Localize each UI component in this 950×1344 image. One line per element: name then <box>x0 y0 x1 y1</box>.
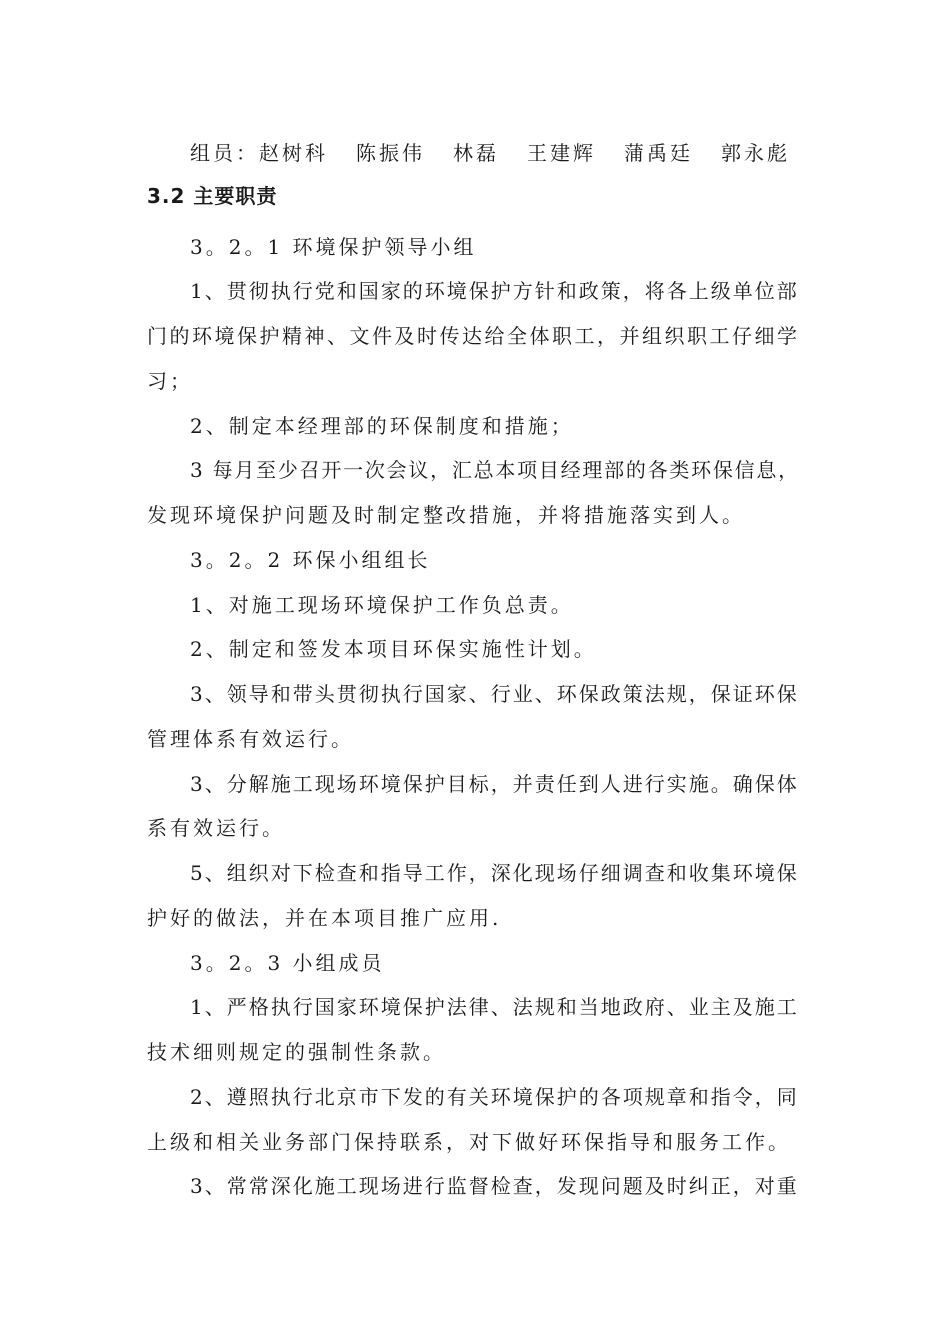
paragraph-line: 3、领导和带头贯彻执行国家、行业、环保政策法规，保证环保 <box>190 682 799 706</box>
paragraph-line: 1、贯彻执行党和国家的环境保护方针和政策，将各上级单位部 <box>190 279 799 303</box>
member-name: 林磊 <box>453 141 499 165</box>
paragraph-line: 3、常常深化施工现场进行监督检查，发现问题及时纠正，对重 <box>190 1174 799 1198</box>
paragraph-line: 3 每月至少召开一次会议，汇总本项目经理部的各类环保信息， <box>190 458 800 482</box>
paragraph-line: 1、对施工现场环境保护工作负总责。 <box>190 593 574 617</box>
member-name: 郭永彪 <box>721 141 790 165</box>
members-line <box>190 139 790 167</box>
subsection-heading: 3。2。1 环境保护领导小组 <box>190 235 477 259</box>
subsection-heading: 3。2。2 环保小组组长 <box>190 548 431 572</box>
paragraph-line: 护好的做法，并在本项目推广应用. <box>147 906 502 930</box>
subsection-heading: 3。2。3 小组成员 <box>190 951 385 975</box>
paragraph-line: 2、制定和签发本项目环保实施性计划。 <box>190 637 597 661</box>
member-name: 蒲禹廷 <box>624 141 693 165</box>
paragraph-line: 发现环境保护问题及时制定整改措施，并将措施落实到人。 <box>147 503 745 527</box>
section-heading: 3.2 主要职责 <box>147 184 278 208</box>
paragraph-line: 2、制定本经理部的环保制度和措施； <box>190 414 574 438</box>
member-name: 陈振伟 <box>356 141 425 165</box>
paragraph-line: 系有效运行。 <box>147 816 285 840</box>
member-name: 赵树科 <box>259 141 328 165</box>
paragraph-line: 1、严格执行国家环境保护法律、法规和当地政府、业主及施工 <box>190 995 799 1019</box>
paragraph-line: 技术细则规定的强制性条款。 <box>147 1040 446 1064</box>
paragraph-line: 管理体系有效运行。 <box>147 727 354 751</box>
paragraph-line: 上级和相关业务部门保持联系，对下做好环保指导和服务工作。 <box>147 1130 791 1154</box>
members-label: 组员： <box>190 141 259 165</box>
paragraph-line: 5、组织对下检查和指导工作，深化现场仔细调查和收集环境保 <box>190 861 799 885</box>
paragraph-line: 2、遵照执行北京市下发的有关环境保护的各项规章和指令，同 <box>190 1085 799 1109</box>
paragraph-line: 3、分解施工现场环境保护目标，并责任到人进行实施。确保体 <box>190 772 799 796</box>
member-name: 王建辉 <box>527 141 596 165</box>
paragraph-line: 门的环境保护精神、文件及时传达给全体职工，并组织职工仔细学 <box>147 324 800 348</box>
paragraph-line: 习； <box>147 369 193 393</box>
